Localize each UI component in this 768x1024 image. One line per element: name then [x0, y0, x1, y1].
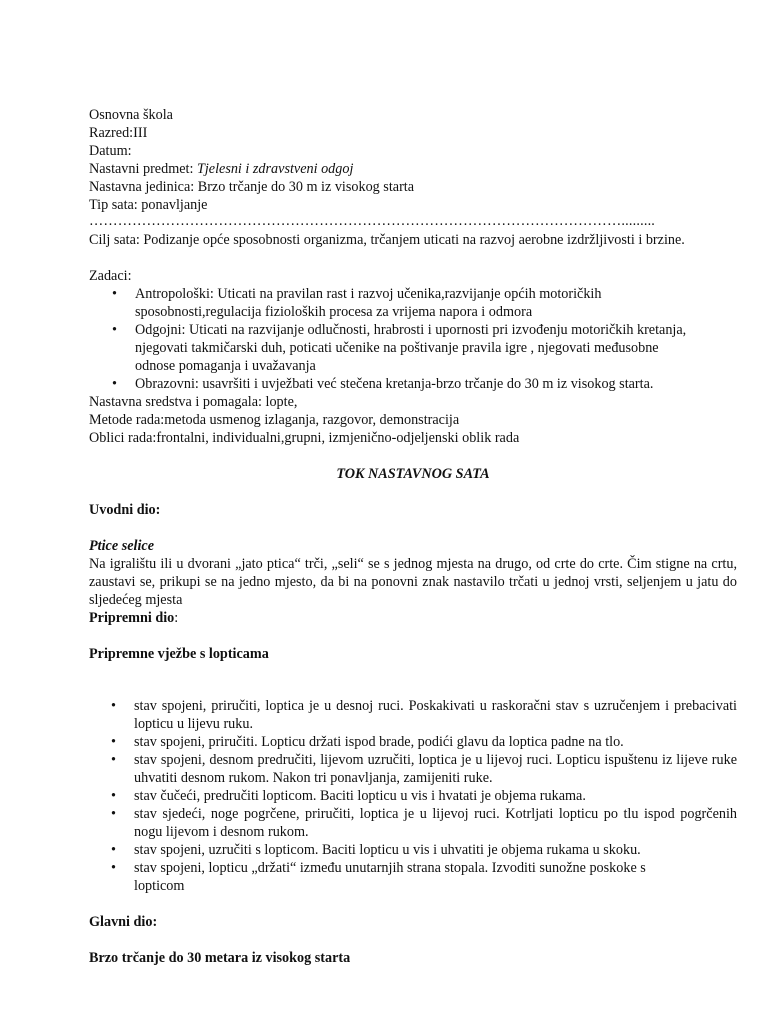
school-line: Osnovna škola: [89, 107, 173, 123]
flow-title: TOK NASTAVNOG SATA: [336, 466, 490, 482]
exercise-item: • stav čučeći, predručiti lopticom. Baciti lopticu u vis i hvatati je objema rukama.: [89, 787, 737, 805]
prep-title: Pripremni dio: [89, 610, 175, 626]
subject-value: Tjelesni i zdravstveni odgoj: [196, 161, 354, 177]
exercise-item: • stav spojeni, desnom predručiti, lijevom uzručiti, loptica je u lijevoj ruci. Lopticu ispuštenu iz lijeve ruke uhvatiti desnom rukom. Nakon tri ponavljanja, zamijeniti ruke.: [89, 751, 737, 787]
lesson-type-line: Tip sata: ponavljanje: [89, 197, 208, 213]
grade-line: Razred:III: [89, 125, 148, 141]
exercise-item: • stav sjedeći, noge pogrčene, priručiti, loptica je u lijevoj ruci. Kotrljati lopticu po tlu ispod pogrčenih nogu lijevom i desnom rukom.: [89, 805, 737, 841]
goal-line: Cilj sata: Podizanje opće sposobnosti organizma, trčanjem uticati na razvoj aerobne izdržljivosti i brzine.: [89, 232, 685, 248]
unit-line: Nastavna jedinica: Brzo trčanje do 30 m iz visokog starta: [89, 179, 415, 195]
intro-title: Uvodni dio:: [89, 502, 161, 518]
exercise-item: • stav spojeni, priručiti. Lopticu držati ispod brade, podići glavu da loptica padne na tlo.: [89, 733, 737, 751]
date-line: Datum:: [89, 143, 132, 159]
task-item-anthropological: • Antropološki: Uticati na pravilan rast i razvoj učenika,razvijanje općih motoričkih sposobnosti,regulacija fizioloških procesa za vrijema napora i odmora: [89, 285, 737, 321]
exercise-item: • stav spojeni, uzručiti s lopticom. Baciti lopticu u vis i uhvatiti je objema rukama u skoku.: [89, 841, 737, 859]
exercise-item: • stav spojeni, priručiti, loptica je u desnoj ruci. Poskakivati u raskoračni stav s uzručenjem i prebacivati lopticu u lijevu ruku.: [89, 697, 737, 733]
main-title: Glavni dio:: [89, 914, 158, 930]
subject-label: Nastavni predmet:: [89, 161, 197, 177]
forms-line: Oblici rada:frontalni, individualni,grupni, izmjenično-odjeljenski oblik rada: [89, 430, 520, 446]
methods-line: Metode rada:metoda usmenog izlaganja, razgovor, demonstracija: [89, 412, 460, 428]
main-subtitle: Brzo trčanje do 30 metara iz visokog starta: [89, 950, 351, 966]
tasks-title: Zadaci:: [89, 268, 132, 284]
prep-colon: :: [174, 610, 179, 626]
game-title: Ptice selice: [89, 538, 154, 554]
prep-subtitle: Pripremne vježbe s lopticama: [89, 646, 269, 662]
exercise-item: • stav spojeni, lopticu „držati“ između unutarnjih strana stopala. Izvoditi sunožne poskoke s lopticom: [89, 859, 737, 895]
prep-title-line: [89, 609, 737, 627]
dotted-separator: ………………………………………………………………………………………………….........: [89, 214, 656, 228]
intro-text: Na igralištu ili u dvorani „jato ptica“ trči, „seli“ se s jednog mjesta na drugo, od crte do crte. Čim stigne na crtu, zaustavi se, prikupi se na jedno mjesto, da bi na ponovni znak nastavilo trčati u jednoj vrsti, seljenjem u jatu do sljedećeg mjesta: [89, 556, 737, 608]
resources-line: Nastavna sredstva i pomagala: lopte,: [89, 394, 298, 410]
subject-line: [89, 160, 737, 178]
tasks-list: [89, 285, 737, 393]
task-item-educational: • Odgojni: Uticati na razvijanje odlučnosti, hrabrosti i upornosti pri izvođenju motoričkih kretanja, njegovati takmičarski duh, poticati učenike na poštivanje pravila igre , njegovati međusobne odnose pomaganja i uvažavanja: [89, 321, 737, 375]
document-page: [89, 106, 737, 967]
prep-exercise-list: [89, 697, 737, 895]
task-item-instructional: • Obrazovni: usavršiti i uvježbati već stečena kretanja-brzo trčanje do 30 m iz visokog starta.: [89, 375, 737, 393]
